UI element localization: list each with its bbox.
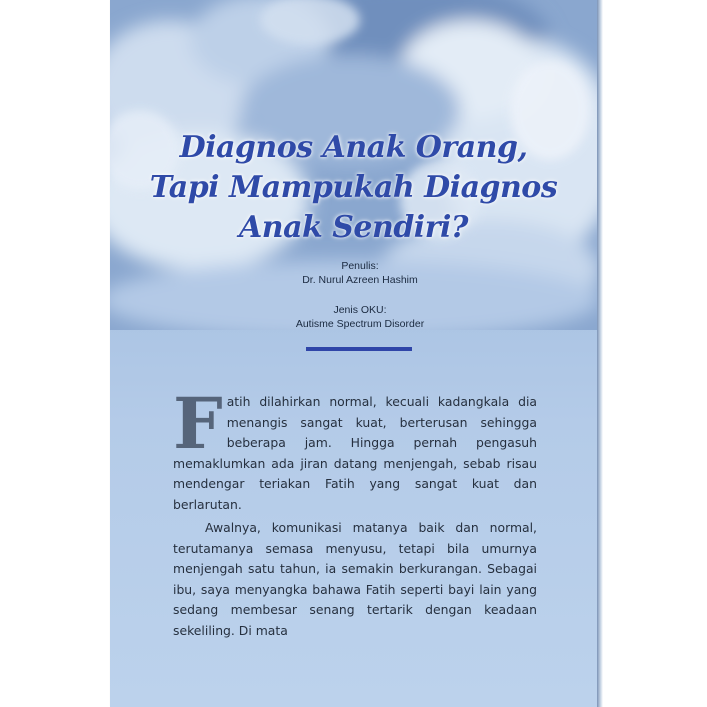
paragraph-1-text: atih dilahirkan normal, kecuali kadangkala dia menangis sangat kuat, berterusan sehingga beberapa jam. Hingga pernah pengasuh memaklumkan ada jiran datang menjengah, sebab risau mendengar teriakan Fatih yang sangat kuat dan berlarutan. (173, 394, 537, 512)
oku-value: Autisme Spectrum Disorder (295, 318, 425, 330)
oku-block (240, 303, 480, 331)
chapter-title (110, 128, 597, 248)
author-name: Dr. Nurul Azreen Hashim (302, 274, 418, 286)
title-line-3: Anak Sendiri? (239, 210, 468, 245)
paragraph-1 (173, 382, 537, 515)
oku-label: Jenis OKU: (333, 304, 387, 316)
paragraph-2: Awalnya, komunikasi matanya baik dan normal, terutamanya semasa menyusu, tetapi bila umurnya menjengah satu tahun, ia semakin berkurangan. Sebagai ibu, saya menyangka bahawa Fatih seperti bayi lain yang sedang membesar senang tertarik dengan keadaan sekeliling. Di mata (173, 520, 537, 638)
divider-rule (306, 347, 412, 351)
book-spine-edge (597, 0, 603, 707)
author-block (240, 259, 480, 287)
drop-cap: F (173, 382, 223, 465)
book-page (110, 0, 597, 707)
title-line-2: Tapi Mampukah Diagnos (149, 170, 558, 205)
author-label: Penulis: (341, 260, 379, 272)
title-line-1: Diagnos Anak Orang, (179, 130, 528, 165)
